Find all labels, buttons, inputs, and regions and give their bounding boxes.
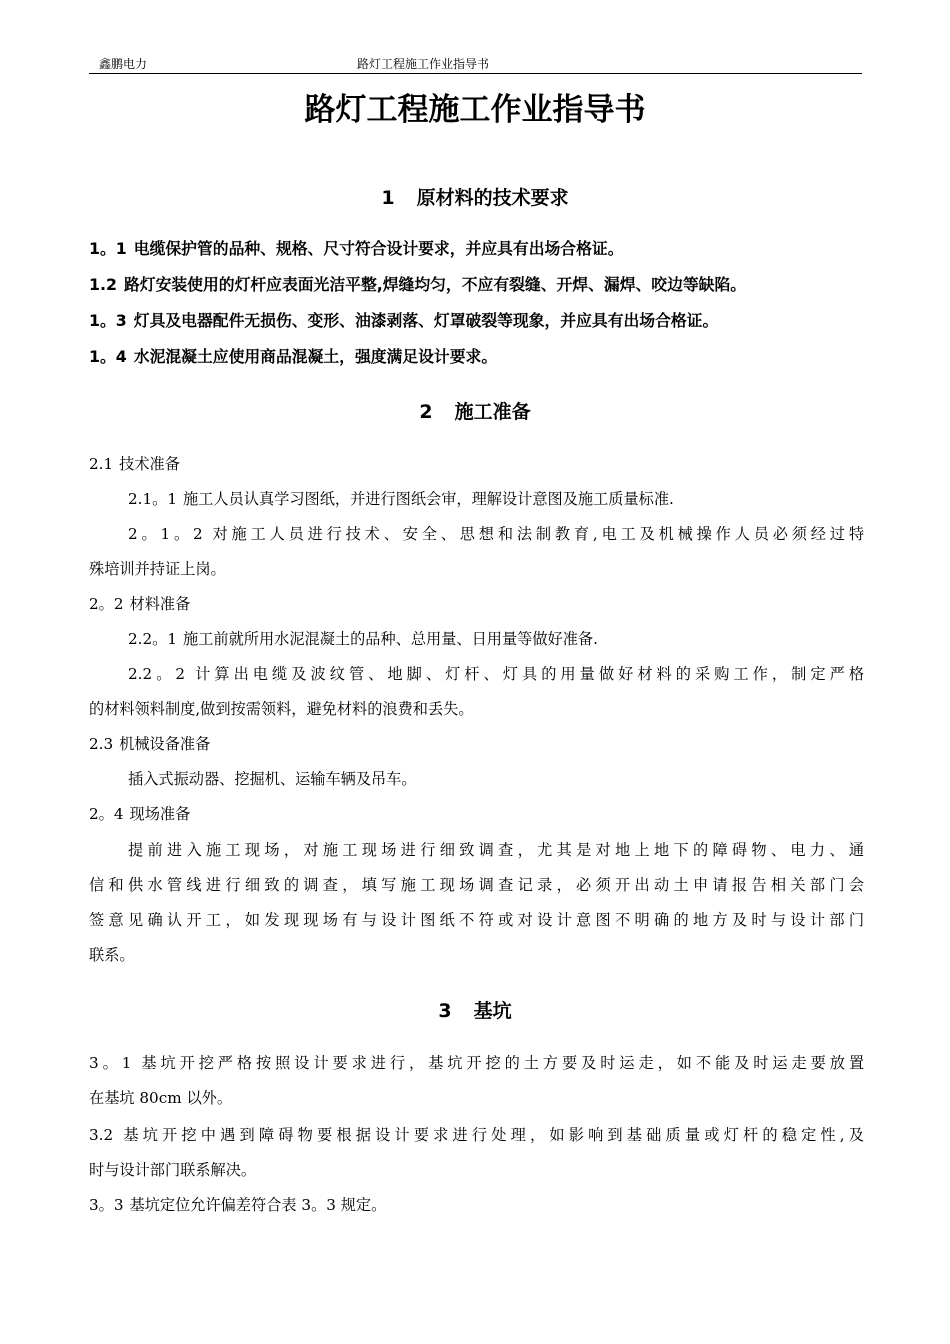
- section-heading-2: [0, 399, 950, 425]
- item-number: 1。4: [89, 347, 127, 366]
- paragraph-number: 2。1。2: [128, 525, 203, 543]
- section-heading-3: [0, 998, 950, 1024]
- paragraph-line: 在基坑 80cm 以外。: [89, 1089, 233, 1107]
- subsection-number: 2.1: [89, 455, 114, 473]
- paragraph-number: 2.1。1: [128, 490, 178, 508]
- subsection-heading: [89, 802, 864, 826]
- subsection-number: 2.3: [89, 735, 114, 753]
- paragraph-text: 基坑定位允许偏差符合表 3。3 规定。: [129, 1196, 387, 1214]
- paragraph-text: 对施工人员进行技术、安全、思想和法制教育,电工及机械操作人员必须经过特: [208, 525, 865, 543]
- section-heading-1: [0, 185, 950, 211]
- paragraph-text: 基坑开挖中遇到障碍物要根据设计要求进行处理，如影响到基础质量或灯杆的稳定性,及: [119, 1126, 864, 1144]
- paragraph-line: [128, 522, 864, 546]
- requirement-item: [89, 238, 869, 260]
- requirement-item: [89, 346, 869, 368]
- paragraph-text: 基坑开挖严格按照设计要求进行，基坑开挖的土方要及时运走，如不能及时运走要放置: [137, 1054, 865, 1072]
- subsection-heading: [89, 732, 864, 756]
- subsection-number: 2。4: [89, 805, 124, 823]
- paragraph-line: [89, 1051, 864, 1075]
- subsection-title: 机械设备准备: [119, 735, 211, 753]
- paragraph-line: 信和供水管线进行细致的调查，填写施工现场调查记录，必须开出动土申请报告相关部门会: [89, 876, 864, 894]
- paragraph-number: 3。3: [89, 1196, 124, 1214]
- paragraph-line: 的材料领料制度,做到按需领料，避免材料的浪费和丢失。: [89, 700, 474, 718]
- item-text: 路灯安装使用的灯杆应表面光洁平整,焊缝均匀，不应有裂缝、开焊、漏焊、咬边等缺陷。: [123, 275, 747, 294]
- paragraph-text: 计算出电缆及波纹管、地脚、灯杆、灯具的用量做好材料的采购工作，制定严格: [191, 665, 865, 683]
- item-text: 灯具及电器配件无损伤、变形、油漆剥落、灯罩破裂等现象，并应具有出场合格证。: [133, 311, 719, 330]
- subsection-title: 技术准备: [119, 455, 180, 473]
- subsection-number: 2。2: [89, 595, 124, 613]
- paragraph-line: [128, 627, 864, 651]
- section-number: 3: [438, 1000, 452, 1022]
- paragraph-line: [128, 662, 864, 686]
- item-number: 1。3: [89, 311, 127, 330]
- paragraph-number: 3。1: [89, 1054, 132, 1072]
- subsection-title: 材料准备: [129, 595, 191, 613]
- header-title: 路灯工程施工作业指导书: [357, 57, 490, 71]
- document-title: 路灯工程施工作业指导书: [304, 92, 646, 128]
- paragraph-line: [128, 487, 864, 511]
- section-number: 1: [381, 187, 395, 209]
- page-header: [89, 57, 862, 74]
- paragraph-text: 施工前就所用水泥混凝土的品种、总用量、日用量等做好准备.: [183, 630, 598, 648]
- paragraph-line: [89, 1193, 864, 1217]
- header-company: 鑫鹏电力: [99, 57, 148, 71]
- paragraph-number: 3.2: [89, 1126, 114, 1144]
- paragraph-line: 联系。: [89, 946, 135, 964]
- paragraph-line: 提前进入施工现场，对施工现场进行细致调查，尤其是对地上地下的障碍物、电力、通: [128, 841, 864, 859]
- subsection-heading: [89, 592, 864, 616]
- paragraph-line: 插入式振动器、挖掘机、运输车辆及吊车。: [128, 770, 417, 788]
- item-text: 水泥混凝土应使用商品混凝土，强度满足设计要求。: [133, 347, 498, 366]
- paragraph-number: 2.2。2: [128, 665, 186, 683]
- subsection-title: 现场准备: [129, 805, 191, 823]
- section-title: 施工准备: [454, 401, 531, 423]
- section-number: 2: [419, 401, 433, 423]
- paragraph-text: 施工人员认真学习图纸，并进行图纸会审，理解设计意图及施工质量标准.: [183, 490, 674, 508]
- requirement-item: [89, 274, 869, 296]
- item-text: 电缆保护管的品种、规格、尺寸符合设计要求，并应具有出场合格证。: [133, 239, 624, 258]
- paragraph-line: [89, 1123, 864, 1147]
- paragraph-number: 2.2。1: [128, 630, 178, 648]
- paragraph-line: 时与设计部门联系解决。: [89, 1161, 257, 1179]
- paragraph-line: 签意见确认开工，如发现现场有与设计图纸不符或对设计意图不明确的地方及时与设计部门: [89, 911, 864, 929]
- paragraph-line: 殊培训并持证上岗。: [89, 560, 226, 578]
- section-title: 基坑: [473, 1000, 512, 1022]
- subsection-heading: [89, 452, 864, 476]
- requirement-item: [89, 310, 869, 332]
- section-title: 原材料的技术要求: [416, 187, 569, 209]
- item-number: 1.2: [89, 275, 117, 294]
- item-number: 1。1: [89, 239, 127, 258]
